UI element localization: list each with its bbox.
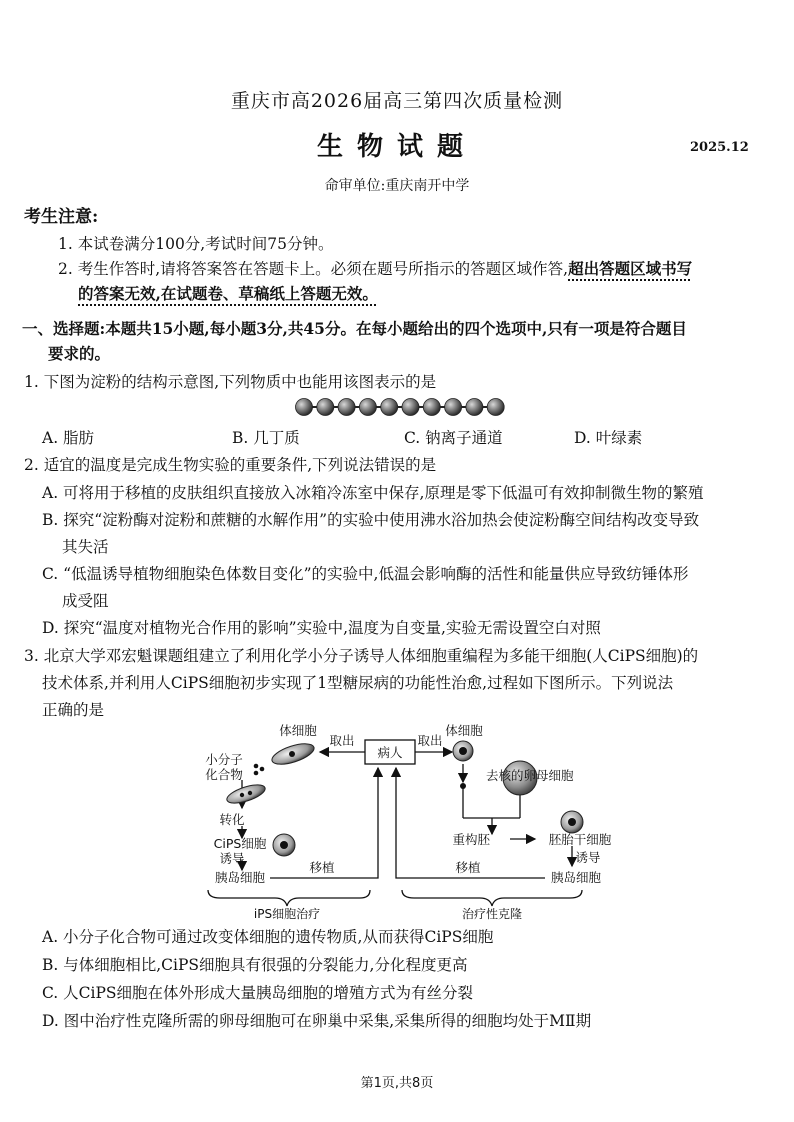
- glucose-unit-bead: [487, 399, 504, 416]
- take-out-left-label: 取出: [329, 733, 355, 748]
- q3-stem-line1: 3. 北京大学邓宏魁课题组建立了利用化学小分子诱导人体细胞重编程为多能干细胞(人CiPS细胞)的: [24, 647, 699, 665]
- q2-option-c-line2: 成受阻: [62, 592, 109, 610]
- notice-heading: 考生注意:: [24, 207, 99, 227]
- q1-option-b: B. 几丁质: [232, 429, 300, 447]
- starch-chain-diagram: [290, 393, 510, 421]
- glucose-unit-bead: [423, 399, 440, 416]
- transplant-left-label: 移植: [309, 860, 335, 875]
- glucose-unit-bead: [381, 399, 398, 416]
- embryonic-stem-label: 胚胎干细胞: [548, 832, 612, 847]
- q2-option-b-line2: 其失活: [62, 538, 109, 556]
- small-molecule-label-2: 化合物: [205, 767, 243, 782]
- q3-option-b: B. 与体细胞相比,CiPS细胞具有很强的分裂能力,分化程度更高: [42, 956, 468, 974]
- somatic-left-label: 体细胞: [279, 723, 317, 738]
- glucose-unit-bead: [296, 399, 313, 416]
- glucose-unit-bead: [402, 399, 419, 416]
- notice-item-2-bold: 超出答题区域书写: [568, 259, 693, 278]
- q1-stem: 1. 下图为淀粉的结构示意图,下列物质中也能用该图表示的是: [24, 373, 437, 391]
- q3-option-d: D. 图中治疗性克隆所需的卵母细胞可在卵巢中采集,采集所得的细胞均处于MⅡ期: [42, 1012, 592, 1030]
- notice-item-2: [58, 257, 692, 279]
- reconstructed-embryo-label: 重构胚: [452, 832, 490, 847]
- enucleated-oocyte-label: 去核的卵母细胞: [486, 768, 574, 783]
- caption-right: 治疗性克隆: [461, 907, 523, 920]
- page-number: 第1页,共8页: [360, 1076, 434, 1091]
- q1-option-a: A. 脂肪: [42, 429, 95, 447]
- notice-item-1: 1. 本试卷满分100分,考试时间75分钟。: [58, 235, 334, 253]
- section1-heading-line1: 一、选择题:本题共15小题,每小题3分,共45分。在每小题给出的四个选项中,只有一项是符合题目: [22, 319, 687, 338]
- convert-label: 转化: [219, 812, 245, 827]
- induce-left-label: 诱导: [219, 851, 245, 866]
- glucose-unit-bead: [466, 399, 483, 416]
- somatic-right-label: 体细胞: [445, 723, 483, 738]
- islet-right-label: 胰岛细胞: [550, 870, 602, 885]
- take-out-right-label: 取出: [417, 733, 443, 748]
- exam-title: 重庆市高2026届高三第四次质量检测: [230, 90, 564, 112]
- notice-item-2-line2: 的答案无效,在试题卷、草稿纸上答题无效。: [78, 284, 378, 303]
- q1-option-d: D. 叶绿素: [574, 429, 643, 447]
- induce-right-label: 诱导: [575, 850, 601, 865]
- glucose-unit-bead: [338, 399, 355, 416]
- q3-stem-line2: 技术体系,并利用人CiPS细胞初步实现了1型糖尿病的功能性治愈,过程如下图所示。下列说法: [42, 674, 674, 692]
- cips-label: CiPS细胞: [213, 836, 267, 851]
- q2-option-c-line1: C. “低温诱导植物细胞染色体数目变化”的实验中,低温会影响酶的活性和能量供应导致纺锤体形: [42, 565, 689, 583]
- subject-title: 生物试题: [316, 132, 477, 162]
- section1-heading-line2: 要求的。: [48, 344, 111, 363]
- q2-option-a: A. 可将用于移植的皮肤组织直接放入冰箱冷冻室中保存,原理是零下低温可有效抑制微生物的繁殖: [42, 484, 704, 502]
- q2-stem: 2. 适宜的温度是完成生物实验的重要条件,下列说法错误的是: [24, 456, 437, 474]
- q2-option-b-line1: B. 探究“淀粉酶对淀粉和蔗糖的水解作用”的实验中使用沸水浴加热会使淀粉酶空间结构改变导致: [42, 511, 700, 529]
- q3-option-a: A. 小分子化合物可通过改变体细胞的遗传物质,从而获得CiPS细胞: [42, 928, 494, 946]
- q1-option-c: C. 钠离子通道: [404, 429, 503, 447]
- small-molecule-label-1: 小分子: [205, 752, 243, 767]
- patient-label: 病人: [377, 745, 403, 760]
- transplant-right-label: 移植: [455, 860, 481, 875]
- islet-left-label: 胰岛细胞: [214, 870, 266, 885]
- caption-left: iPS细胞治疗: [253, 907, 321, 920]
- notice-item-2-plain: 2. 考生作答时,请将答案答在答题卡上。必须在题号所指示的答题区域作答,: [58, 260, 569, 278]
- setting-unit: 命审单位:重庆南开中学: [324, 178, 470, 194]
- q2-option-d: D. 探究“温度对植物光合作用的影响”实验中,温度为自变量,实验无需设置空白对照: [42, 619, 601, 637]
- glucose-unit-bead: [445, 399, 462, 416]
- q3-option-c: C. 人CiPS细胞在体外形成大量胰岛细胞的增殖方式为有丝分裂: [42, 984, 474, 1002]
- glucose-unit-bead: [359, 399, 376, 416]
- exam-date: 2025.12: [690, 140, 749, 155]
- cips-therapy-diagram: [190, 720, 630, 920]
- glucose-unit-bead: [317, 399, 334, 416]
- q3-stem-line3: 正确的是: [42, 701, 105, 719]
